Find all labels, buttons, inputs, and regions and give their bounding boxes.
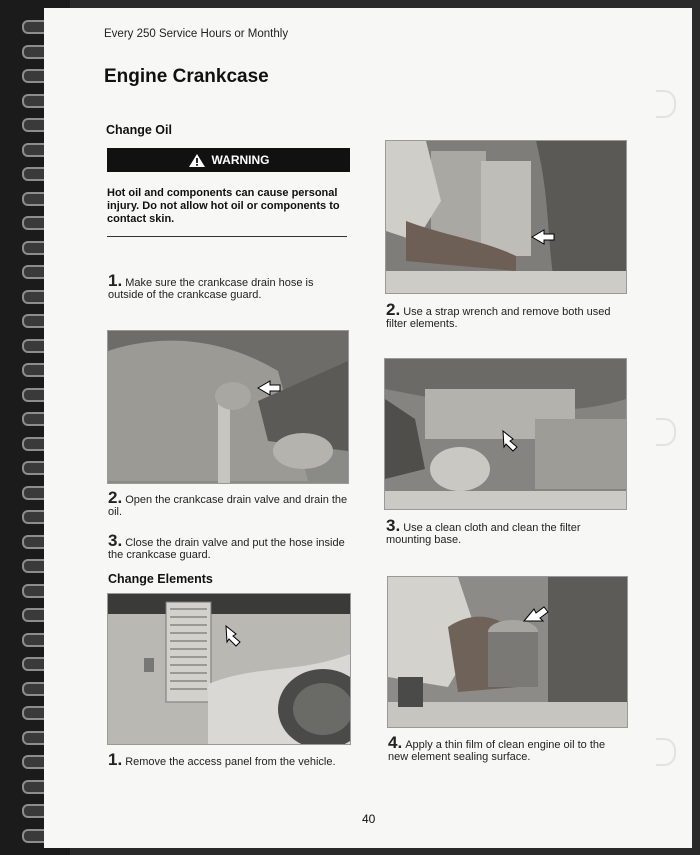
photo-access-panel	[107, 593, 351, 745]
right-step-2	[386, 300, 626, 330]
step-number: 1.	[108, 750, 123, 769]
photo-strap-wrench	[385, 140, 627, 294]
page-tab-marker	[656, 90, 676, 118]
step-text: Open the crankcase drain valve and drain the oil.	[108, 494, 348, 518]
right-step-3	[386, 516, 626, 546]
warning-triangle-icon	[188, 153, 206, 168]
photo-drain-valve	[107, 330, 349, 484]
step-text: Use a strap wrench and remove both used filter elements.	[386, 306, 611, 330]
page-tab-marker	[656, 418, 676, 446]
step-number: 2.	[386, 300, 401, 319]
change-oil-heading: Change Oil	[106, 123, 172, 137]
step-number: 1.	[108, 271, 123, 290]
section-header: Every 250 Service Hours or Monthly	[104, 28, 289, 40]
photo-filter-base	[384, 358, 627, 510]
warning-banner	[107, 148, 350, 172]
page-tab-marker	[656, 738, 676, 766]
change-elements-step-1	[108, 750, 348, 769]
divider-line	[107, 236, 347, 237]
step-text: Remove the access panel from the vehicle.	[125, 756, 336, 768]
warning-text: Hot oil and components can cause personal injury. Do not allow hot oil or components to contact skin.	[107, 187, 340, 225]
right-step-4	[388, 733, 628, 763]
step-number: 3.	[108, 531, 123, 550]
page-number: 40	[362, 812, 376, 826]
step-text: Use a clean cloth and clean the filter mounting base.	[386, 522, 581, 546]
step-number: 2.	[108, 488, 123, 507]
warning-label: WARNING	[211, 153, 270, 167]
left-step-2	[108, 488, 348, 518]
change-elements-heading: Change Elements	[108, 572, 213, 586]
left-step-1	[108, 271, 348, 301]
step-text: Close the drain valve and put the hose inside the crankcase guard.	[108, 537, 345, 561]
step-text: Apply a thin film of clean engine oil to the new element sealing surface.	[388, 739, 606, 763]
page-title: Engine Crankcase	[104, 66, 269, 87]
photo-new-element	[387, 576, 628, 728]
left-step-3	[108, 531, 348, 561]
step-number: 4.	[388, 733, 403, 752]
step-number: 3.	[386, 516, 401, 535]
step-text: Make sure the crankcase drain hose is outside of the crankcase guard.	[108, 277, 314, 301]
